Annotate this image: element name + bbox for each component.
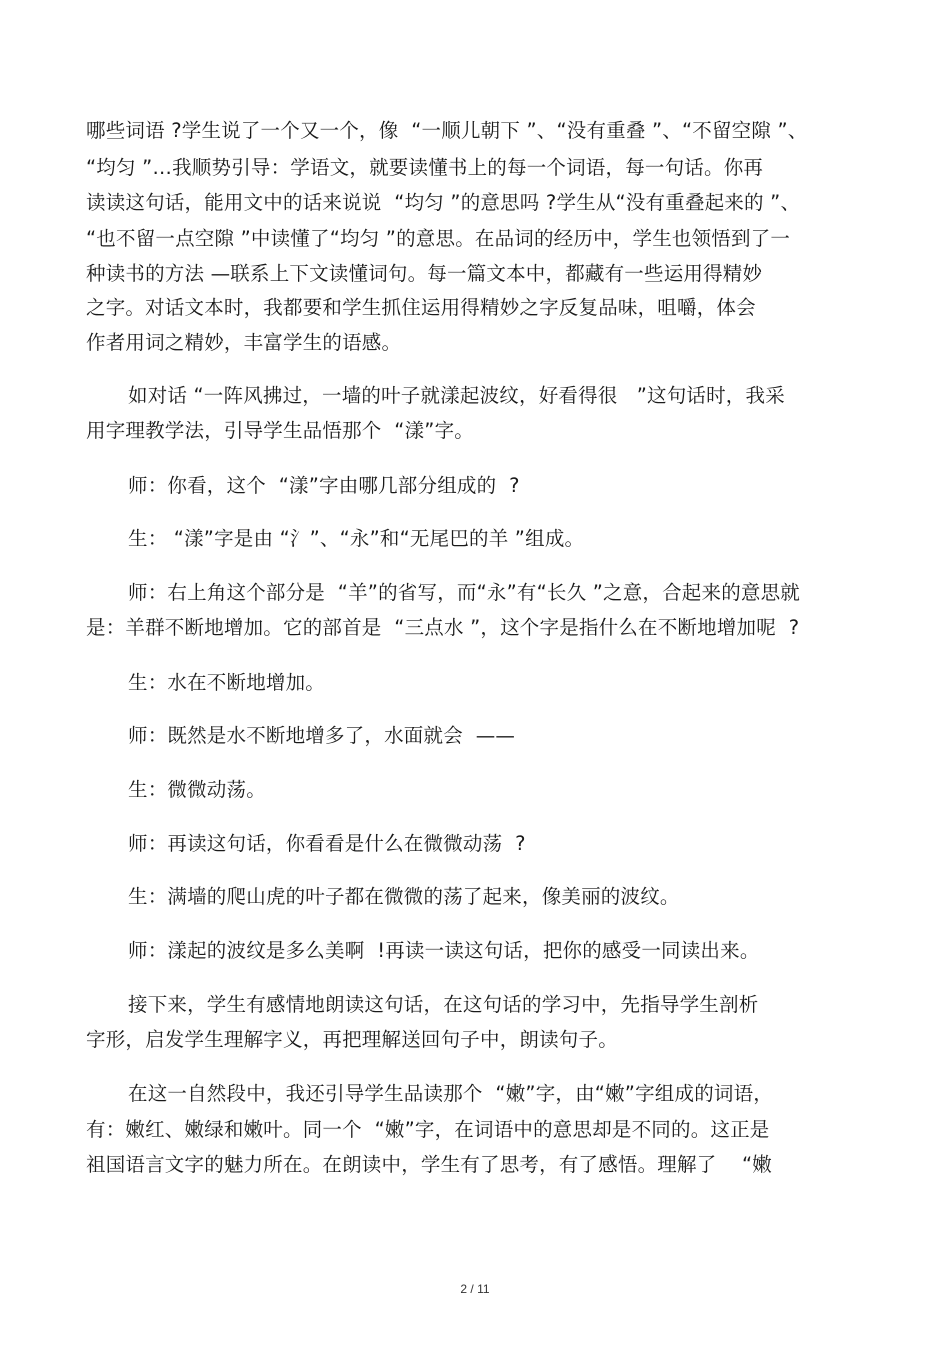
- dialogue-line-3: 师：右上角这个部分是 “羊”的省写，而“永”有“长久 ”之意，合起来的意思就: [128, 581, 801, 604]
- dialogue-line-1: 师：你看，这个 “漾”字由哪几部分组成的 ?: [128, 474, 520, 497]
- page-number: 2 / 11: [460, 1282, 490, 1296]
- dialogue-line-2: 生： “漾”字是由 “氵”、“永”和“无尾巴的羊 ”组成。: [128, 527, 585, 550]
- text-line-10: 接下来，学生有感情地朗读这句话，在这句话的学习中，先指导学生剖析: [128, 993, 759, 1016]
- dialogue-line-7: 师：再读这句话，你看看是什么在微微动荡 ?: [128, 832, 526, 855]
- dialogue-line-4: 生：水在不断地增加。: [128, 671, 326, 694]
- dialogue-line-3-cont: 是：羊群不断地增加。它的部首是 “三点水 ”，这个字是指什么在不断地增加呢 ?: [86, 616, 800, 639]
- text-line-8: 如对话 “一阵风拂过，一墙的叶子就漾起波纹，好看得很 ”这句话时，我采: [128, 384, 785, 407]
- text-line-4: “也不留一点空隙 ”中读懂了“均匀 ”的意思。在品词的经历中，学生也领悟到了一: [86, 227, 791, 250]
- dialogue-line-6: 生：微微动荡。: [128, 778, 266, 801]
- text-line-14: 祖国语言文字的魅力所在。在朗读中，学生有了思考，有了感悟。理解了 “嫩: [86, 1153, 772, 1176]
- text-line-13: 有：嫩红、嫩绿和嫩叶。同一个 “嫩”字，在词语中的意思却是不同的。这正是: [86, 1118, 770, 1141]
- text-line-11: 字形，启发学生理解字义，再把理解送回句子中，朗读句子。: [86, 1028, 618, 1051]
- text-line-2: “均匀 ”…我顺势引导：学语文，就要读懂书上的每一个词语，每一句话。你再: [86, 156, 764, 179]
- text-line-5: 种读书的方法 —联系上下文读懂词句。每一篇文本中，都藏有一些运用得精妙: [86, 262, 763, 285]
- text-line-9: 用字理教学法，引导学生品悟那个 “漾”字。: [86, 419, 475, 442]
- dialogue-line-5: 师：既然是水不断地增多了，水面就会 ——: [128, 724, 516, 747]
- dialogue-line-9: 师：漾起的波纹是多么美啊 !再读一读这句话，把你的感受一同读出来。: [128, 939, 760, 962]
- dialogue-line-8: 生：满墙的爬山虎的叶子都在微微的荡了起来，像美丽的波纹。: [128, 885, 680, 908]
- text-line-3: 读读这句话，能用文中的话来说说 “均匀 ”的意思吗 ?学生从“没有重叠起来的 ”、: [86, 191, 801, 214]
- text-line-6: 之字。对话文本时，我都要和学生抓住运用得精妙之字反复品味，咀嚼，体会: [86, 296, 756, 319]
- text-line-1: 哪些词语 ?学生说了一个又一个，像 “一顺儿朝下 ”、“没有重叠 ”、“不留空隙 ”、: [86, 119, 808, 142]
- text-line-7: 作者用词之精妙，丰富学生的语感。: [86, 331, 402, 354]
- text-line-12: 在这一自然段中，我还引导学生品读那个 “嫩”字，由“嫩”字组成的词语，: [128, 1082, 774, 1105]
